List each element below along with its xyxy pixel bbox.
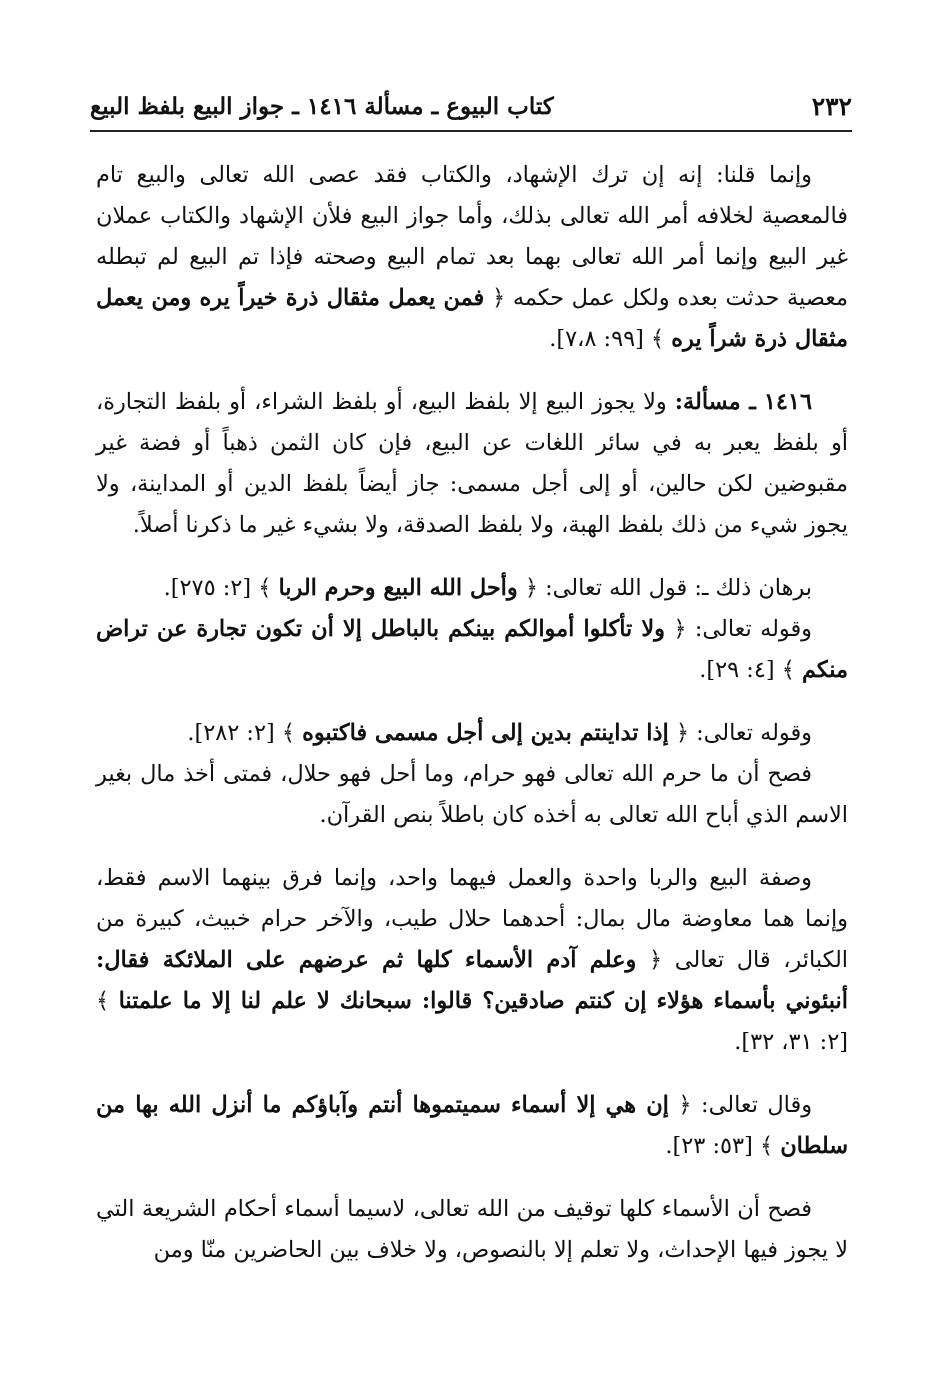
verse-reference: [٢: ٢٨٢]. — [187, 720, 275, 746]
verse-reference: [٢: ٢٧٥]. — [163, 575, 252, 601]
quote-open-brace: ﴿ — [675, 720, 689, 746]
verse-reference: [٥٣: ٢٣]. — [665, 1133, 753, 1159]
quran-verse: وعلم آدم الأسماء كلها ثم عرضهم على الملائكة فقال: أنبئوني بأسماء هؤلاء إن كنتم صادقين؟ قالوا: سبحانك لا علم لنا إلا ما علمتنا — [96, 947, 849, 1014]
paragraph-4 — [96, 609, 848, 691]
verse-reference: [٢: ٣١، ٣٢]. — [734, 1029, 848, 1055]
paragraph-1-text: وإنما قلنا: إنه إن ترك الإشهاد، والكتاب فقد عصى الله تعالى والبيع تام فالمعصية لخلافه أمر الله تعالى بذلك، وأما جواز البيع فلأن الإشهاد والكتاب عملان غير البيع وإنما أمر الله تعالى بهما بعد تمام البيع وصحته فإذا تم البيع لم تبطله معصية حدثت بعده ولكل عمل حكمه — [96, 162, 849, 311]
paragraph-9 — [96, 1189, 848, 1271]
issue-label: ـ مسألة: — [674, 389, 756, 415]
quote-open-brace: ﴿ — [524, 575, 538, 601]
quote-open-brace: ﴿ — [673, 616, 687, 642]
quran-verse: فمن يعمل مثقال ذرة خيراً يره ومن يعمل مثقال ذرة شراً يره — [96, 285, 848, 352]
paragraph-7 — [96, 858, 848, 1063]
paragraph-7-text: وصفة البيع والربا واحدة والعمل فيهما واحد، وإنما فرق بينهما الاسم فقط، وإنما هما معاوضة مال بمال: أحدهما حلال طيب، والآخر حرام خبيث، كبيرة من الكبائر، قال تعالى — [96, 865, 848, 973]
paragraph-1 — [96, 155, 848, 360]
paragraph-8 — [96, 1085, 848, 1167]
quote-open-brace: ﴿ — [678, 1092, 692, 1118]
paragraph-5-text: وقوله تعالى: — [696, 720, 812, 746]
quote-close-brace: ﴾ — [96, 988, 110, 1014]
page-header — [90, 82, 852, 132]
paragraph-3-text: برهان ذلك ـ: قول الله تعالى: — [545, 575, 812, 601]
quran-verse: وأحل الله البيع وحرم الربا — [278, 575, 518, 601]
quote-close-brace: ﴾ — [781, 657, 795, 683]
paragraph-6 — [96, 754, 848, 836]
verse-reference: [٩٩: ٧،٨]. — [549, 326, 644, 352]
running-title: كتاب البيوع ـ مسألة ١٤١٦ ـ جواز البيع بلفظ البيع — [90, 92, 554, 120]
paragraph-4-text: وقوله تعالى: — [694, 616, 812, 642]
body-text — [96, 155, 848, 1271]
quran-verse: ولا تأكلوا أموالكم بينكم بالباطل إلا أن تكون تجارة عن تراض منكم — [96, 616, 848, 683]
quote-open-brace: ﴿ — [491, 285, 506, 311]
quote-close-brace: ﴾ — [258, 575, 272, 601]
paragraph-9-text: فصح أن الأسماء كلها توقيف من الله تعالى، لاسيما أسماء أحكام الشريعة التي لا يجوز فيها الإحداث، ولا تعلم إلا بالنصوص، ولا خلاف بين الحاضرين منّا ومن — [96, 1196, 848, 1263]
quote-open-brace: ﴿ — [648, 947, 663, 973]
issue-text: ولا يجوز البيع إلا بلفظ البيع، أو بلفظ الشراء، أو بلفظ التجارة، أو بلفظ يعبر به في سائر اللغات عن البيع، فإن كان الثمن ذهباً أو فضة غير مقبوضين لكن حالين، أو إلى أجل مسمى: جاز أيضاً بلفظ الدين أو المداينة، ولا يجوز شيء من ذلك بلفظ الهبة، ولا بلفظ الصدقة، ولا بشيء غير ما ذكرنا أصلاً. — [96, 389, 848, 538]
quran-verse: إذا تداينتم بدين إلى أجل مسمى فاكتبوه — [302, 720, 669, 746]
paragraph-3 — [96, 568, 848, 609]
quote-close-brace: ﴾ — [759, 1133, 774, 1159]
quote-close-brace: ﴾ — [651, 326, 665, 352]
page-number: ٢٣٢ — [811, 91, 852, 121]
paragraph-8-text: وقال تعالى: — [701, 1092, 813, 1118]
issue-paragraph — [96, 382, 848, 546]
paragraph-5 — [96, 713, 848, 754]
paragraph-6-text: فصح أن ما حرم الله تعالى فهو حرام، وما أحل فهو حلال، فمتى أخذ مال بغير الاسم الذي أباح الله تعالى به أخذه كان باطلاً بنص القرآن. — [96, 761, 848, 828]
quran-verse: إن هي إلا أسماء سميتموها أنتم وآباؤكم ما أنزل الله بها من سلطان — [96, 1092, 848, 1159]
quote-close-brace: ﴾ — [281, 720, 295, 746]
issue-number: ١٤١٦ — [763, 389, 812, 415]
verse-reference: [٤: ٢٩]. — [699, 657, 775, 683]
